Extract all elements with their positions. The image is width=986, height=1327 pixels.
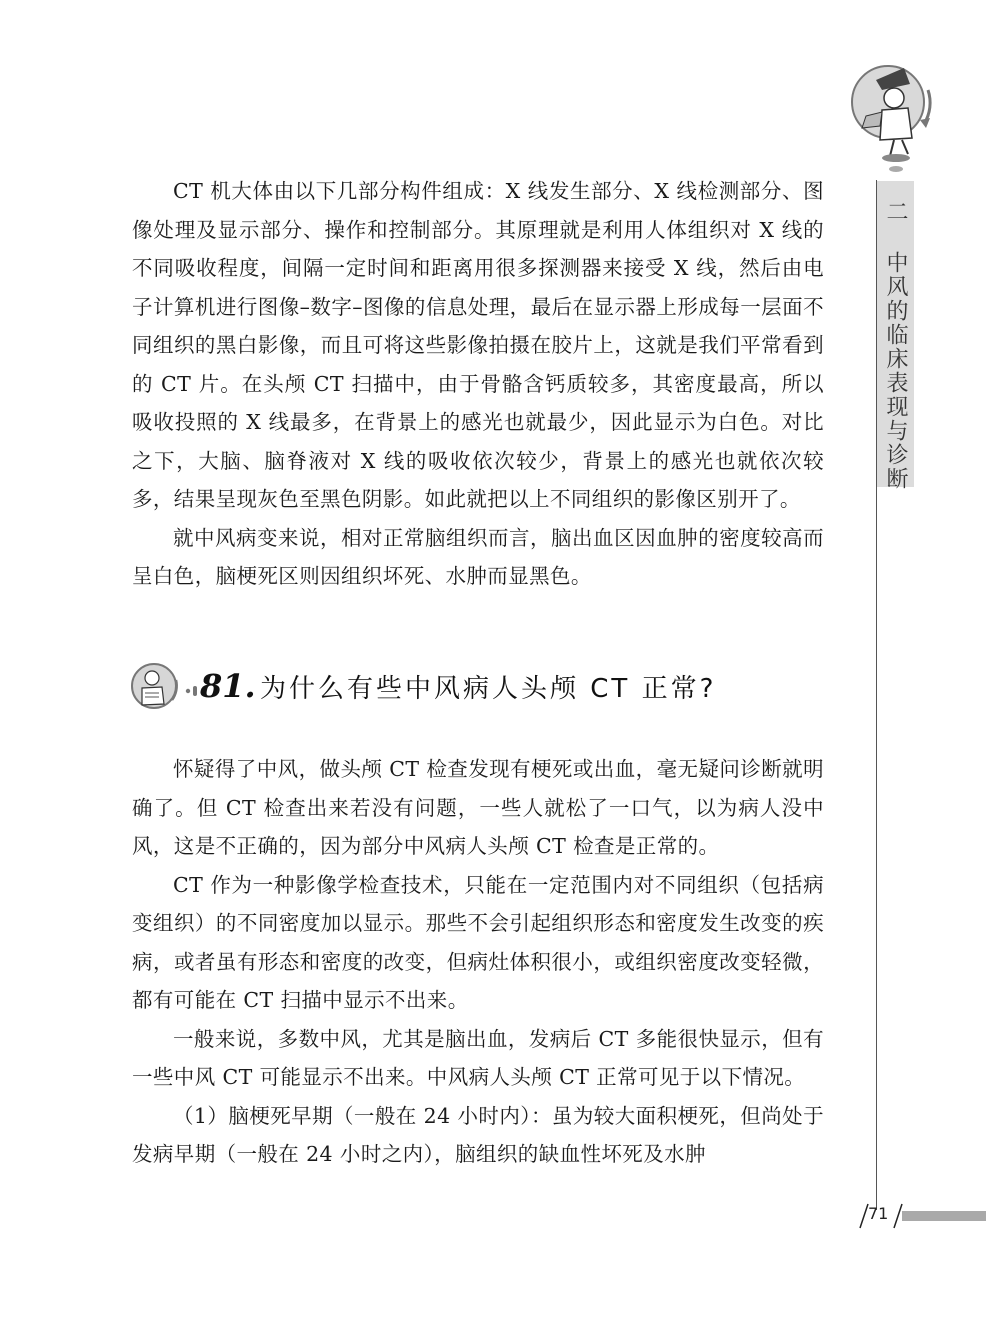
doctor-mascot-icon	[846, 60, 946, 180]
paragraph: 一般来说，多数中风，尤其是脑出血，发病后 CT 多能很快显示，但有一些中风 CT 可能显示不出来。中风病人头颅 CT 正常可见于以下情况。	[132, 1026, 824, 1089]
question-title: 为什么有些中风病人头颅 CT 正常?	[260, 674, 717, 704]
paragraph: CT 作为一种影像学检查技术，只能在一定范围内对不同组织（包括病变组织）的不同密度加以显示。那些不会引起组织形态和密度发生改变的疾病，或者虽有形态和密度的改变，但病灶体积很小，或组织密度改变轻微，都有可能在 CT 扫描中显示不出来。	[132, 872, 824, 1012]
paragraph: 就中风病变来说，相对正常脑组织而言，脑出血区因血肿的密度较高而呈白色，脑梗死区则因组织坏死、水肿而显黑色。	[132, 525, 824, 588]
page-number: 71	[868, 1204, 889, 1223]
paragraph: 怀疑得了中风，做头颅 CT 检查发现有梗死或出血，毫无疑问诊断就明确了。但 CT 检查出来若没有问题，一些人就松了一口气，以为病人没中风，这是不正确的，因为部分中风病人头颅 CT 检查是正常的。	[132, 757, 824, 858]
doctor-badge-icon	[128, 660, 182, 714]
margin-rule	[876, 180, 877, 1210]
paragraph: （1）脑梗死早期（一般在 24 小时内）：虽为较大面积梗死，但尚处于发病早期（一般在 24 小时之内），脑组织的缺血性坏死及水肿	[132, 1103, 824, 1166]
chapter-title: 二 中风的临床表现与诊断	[883, 200, 908, 491]
paragraph: CT 机大体由以下几部分构件组成：X 线发生部分、X 线检测部分、图像处理及显示部分、操作和控制部分。其原理就是利用人体组织对 X 线的不同吸收程度，间隔一定时间和距离用很多探测器来接受 X 线，然后由电子计算机进行图像–数字–图像的信息处理，最后在显示器上形成每一层面不同组织的黑白影像，而且可将这些影像拍摄在胶片上，这就是我们平常看到的 CT 片。在头颅 CT 扫描中，由于骨骼含钙质较多，其密度最高，所以吸收投照的 X 线最多，在背景上的感光也就最少，因此显示为白色。对比之下，大脑、脑脊液对 X 线的吸收依次较少，背景上的感光也就依次较多，结果呈现灰色至黑色阴影。如此就把以上不同组织的影像区别开了。	[132, 179, 824, 511]
page-bar	[902, 1211, 986, 1221]
section-answer	[132, 750, 824, 1174]
question-number: 81.	[200, 667, 256, 705]
section-intro	[132, 172, 824, 596]
question-heading	[128, 658, 828, 718]
